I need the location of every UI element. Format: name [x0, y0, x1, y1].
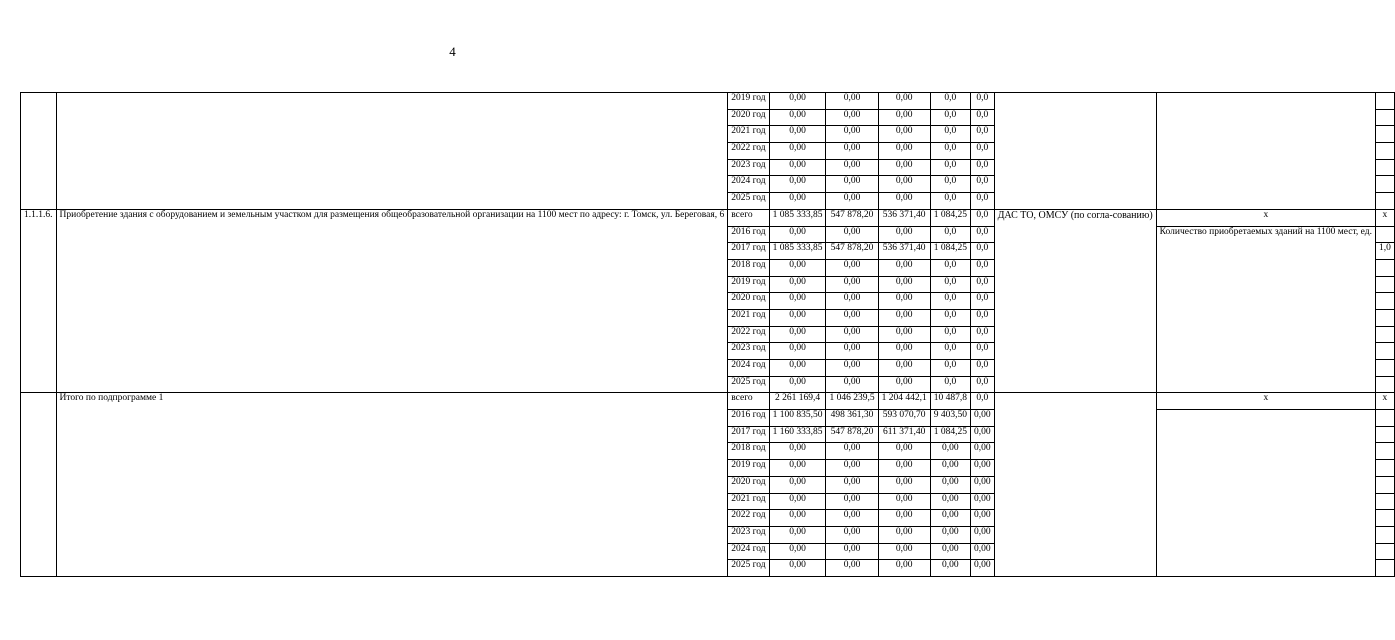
- amount-cell: 0,00: [769, 309, 826, 326]
- amount-cell: 0,0: [930, 226, 970, 243]
- indicator-value-cell: [1375, 326, 1394, 343]
- period-cell: всего: [728, 209, 769, 226]
- period-cell: 2022 год: [728, 143, 769, 160]
- indicator-value-cell: [1375, 309, 1394, 326]
- amount-cell: 0,00: [878, 376, 930, 393]
- executor-cell: [994, 393, 1156, 577]
- period-cell: 2021 год: [728, 126, 769, 143]
- period-cell: 2025 год: [728, 193, 769, 210]
- amount-cell: 0,00: [826, 126, 878, 143]
- period-cell: 2018 год: [728, 443, 769, 460]
- period-cell: 2022 год: [728, 510, 769, 527]
- amount-cell: 0,00: [930, 493, 970, 510]
- amount-cell: 0,00: [769, 543, 826, 560]
- amount-cell: 0,0: [970, 376, 994, 393]
- amount-cell: 611 371,40: [878, 426, 930, 443]
- amount-cell: 0,0: [970, 393, 994, 410]
- amount-cell: 0,00: [878, 259, 930, 276]
- indicator-value-cell: [1375, 276, 1394, 293]
- amount-cell: 547 878,20: [826, 209, 878, 226]
- amount-cell: 0,00: [769, 159, 826, 176]
- period-cell: 2017 год: [728, 243, 769, 260]
- period-cell: 2018 год: [728, 259, 769, 276]
- indicator-value-cell: 1,0: [1375, 243, 1394, 260]
- indicator-value-cell: [1375, 443, 1394, 460]
- table-row: [21, 93, 1395, 110]
- amount-cell: 0,0: [970, 226, 994, 243]
- amount-cell: 0,0: [930, 276, 970, 293]
- amount-cell: 0,0: [970, 193, 994, 210]
- amount-cell: 0,00: [930, 443, 970, 460]
- amount-cell: 0,0: [970, 176, 994, 193]
- amount-cell: 536 371,40: [878, 209, 930, 226]
- amount-cell: 0,00: [769, 493, 826, 510]
- item-code-cell: [21, 93, 57, 210]
- amount-cell: 0,00: [930, 510, 970, 527]
- amount-cell: 0,00: [878, 309, 930, 326]
- amount-cell: 0,00: [826, 259, 878, 276]
- amount-cell: 0,0: [970, 93, 994, 110]
- amount-cell: 0,00: [878, 343, 930, 360]
- amount-cell: 0,00: [878, 193, 930, 210]
- amount-cell: 0,0: [930, 376, 970, 393]
- amount-cell: 0,0: [930, 176, 970, 193]
- amount-cell: 0,0: [930, 143, 970, 160]
- amount-cell: 0,00: [769, 326, 826, 343]
- amount-cell: 0,00: [878, 159, 930, 176]
- amount-cell: 0,00: [878, 326, 930, 343]
- indicator-value-cell: [1375, 109, 1394, 126]
- amount-cell: 0,00: [930, 526, 970, 543]
- amount-cell: 0,0: [970, 243, 994, 260]
- indicator-value-cell: [1375, 159, 1394, 176]
- period-cell: 2022 год: [728, 326, 769, 343]
- period-cell: 2019 год: [728, 276, 769, 293]
- amount-cell: 0,0: [930, 109, 970, 126]
- amount-cell: 0,0: [930, 193, 970, 210]
- amount-cell: 0,00: [878, 93, 930, 110]
- amount-cell: 1 204 442,1: [878, 393, 930, 410]
- amount-cell: 0,00: [878, 526, 930, 543]
- amount-cell: 0,00: [769, 360, 826, 377]
- amount-cell: 0,0: [970, 360, 994, 377]
- amount-cell: 0,00: [826, 159, 878, 176]
- indicator-x-cell: х: [1156, 393, 1375, 410]
- period-cell: 2025 год: [728, 560, 769, 577]
- amount-cell: 498 361,30: [826, 410, 878, 427]
- amount-cell: 0,00: [826, 326, 878, 343]
- amount-cell: 0,00: [769, 93, 826, 110]
- amount-cell: 0,0: [970, 343, 994, 360]
- amount-cell: 1 046 239,5: [826, 393, 878, 410]
- period-cell: 2019 год: [728, 460, 769, 477]
- amount-cell: 0,0: [970, 159, 994, 176]
- indicator-value-cell: [1375, 476, 1394, 493]
- amount-cell: 0,00: [769, 376, 826, 393]
- amount-cell: 0,00: [769, 510, 826, 527]
- amount-cell: 0,00: [826, 526, 878, 543]
- amount-cell: 0,00: [878, 226, 930, 243]
- amount-cell: 0,00: [769, 526, 826, 543]
- amount-cell: 0,00: [970, 476, 994, 493]
- period-cell: 2020 год: [728, 476, 769, 493]
- indicator-value-cell: [1375, 543, 1394, 560]
- amount-cell: 0,00: [826, 493, 878, 510]
- amount-cell: 0,00: [878, 143, 930, 160]
- amount-cell: 1 085 333,85: [769, 243, 826, 260]
- amount-cell: 0,00: [878, 510, 930, 527]
- period-cell: 2016 год: [728, 226, 769, 243]
- item-code-cell: [21, 393, 57, 577]
- amount-cell: 0,00: [769, 560, 826, 577]
- item-name-cell: Приобретение здания с оборудованием и земельным участком для размещения общеобразовательной организации на 1100 мест по адресу: г. Томск, ул. Береговая, 6: [56, 209, 728, 393]
- amount-cell: 0,00: [970, 493, 994, 510]
- amount-cell: 0,00: [826, 226, 878, 243]
- amount-cell: 0,00: [970, 560, 994, 577]
- amount-cell: 0,0: [970, 293, 994, 310]
- amount-cell: 0,00: [930, 476, 970, 493]
- indicator-value-cell: [1375, 493, 1394, 510]
- amount-cell: 9 403,50: [930, 410, 970, 427]
- amount-cell: 547 878,20: [826, 426, 878, 443]
- indicator-value-cell: [1375, 93, 1394, 110]
- table-row: [21, 393, 1395, 410]
- amount-cell: 0,0: [970, 109, 994, 126]
- amount-cell: 0,00: [826, 443, 878, 460]
- amount-cell: 0,00: [769, 126, 826, 143]
- amount-cell: 0,00: [878, 126, 930, 143]
- amount-cell: 0,0: [930, 309, 970, 326]
- period-cell: 2016 год: [728, 410, 769, 427]
- item-name-cell: Итого по подпрограмме 1: [56, 393, 728, 577]
- amount-cell: 0,00: [826, 193, 878, 210]
- amount-cell: 1 085 333,85: [769, 209, 826, 226]
- indicator-value-x-cell: х: [1375, 209, 1394, 226]
- amount-cell: 0,00: [769, 460, 826, 477]
- amount-cell: 0,00: [826, 176, 878, 193]
- period-cell: 2019 год: [728, 93, 769, 110]
- amount-cell: 547 878,20: [826, 243, 878, 260]
- table-row: [21, 209, 1395, 226]
- indicator-value-cell: [1375, 410, 1394, 427]
- amount-cell: 0,0: [930, 93, 970, 110]
- amount-cell: 0,00: [930, 560, 970, 577]
- indicator-value-cell: [1375, 376, 1394, 393]
- amount-cell: 0,00: [878, 176, 930, 193]
- indicator-name-cell: [1156, 93, 1375, 210]
- indicator-value-cell: [1375, 460, 1394, 477]
- amount-cell: 0,00: [769, 193, 826, 210]
- amount-cell: 0,00: [826, 309, 878, 326]
- period-cell: 2020 год: [728, 293, 769, 310]
- period-cell: 2023 год: [728, 159, 769, 176]
- amount-cell: 536 371,40: [878, 243, 930, 260]
- indicator-value-cell: [1375, 226, 1394, 243]
- amount-cell: 593 070,70: [878, 410, 930, 427]
- amount-cell: 0,00: [930, 460, 970, 477]
- indicator-value-cell: [1375, 426, 1394, 443]
- amount-cell: 0,00: [970, 460, 994, 477]
- amount-cell: 0,00: [826, 343, 878, 360]
- amount-cell: 0,0: [930, 126, 970, 143]
- amount-cell: 0,00: [970, 543, 994, 560]
- amount-cell: 0,00: [769, 143, 826, 160]
- amount-cell: 0,0: [970, 276, 994, 293]
- amount-cell: 0,00: [878, 476, 930, 493]
- amount-cell: 1 084,25: [930, 426, 970, 443]
- amount-cell: 0,00: [878, 543, 930, 560]
- executor-cell: ДАС ТО, ОМСУ (по согла-сованию): [994, 209, 1156, 393]
- amount-cell: 0,00: [970, 443, 994, 460]
- amount-cell: 0,00: [878, 443, 930, 460]
- amount-cell: 0,00: [878, 460, 930, 477]
- amount-cell: 0,00: [826, 93, 878, 110]
- amount-cell: 1 084,25: [930, 209, 970, 226]
- amount-cell: 0,00: [826, 543, 878, 560]
- item-code-cell: 1.1.1.6.: [21, 209, 57, 393]
- amount-cell: 0,00: [878, 493, 930, 510]
- period-cell: 2025 год: [728, 376, 769, 393]
- amount-cell: 0,00: [769, 293, 826, 310]
- period-cell: 2023 год: [728, 343, 769, 360]
- amount-cell: 10 487,8: [930, 393, 970, 410]
- amount-cell: 0,0: [930, 159, 970, 176]
- indicator-value-x-cell: х: [1375, 393, 1394, 410]
- period-cell: 2024 год: [728, 543, 769, 560]
- amount-cell: 0,0: [970, 326, 994, 343]
- amount-cell: 0,00: [826, 293, 878, 310]
- period-cell: 2020 год: [728, 109, 769, 126]
- amount-cell: 0,00: [826, 560, 878, 577]
- amount-cell: 1 084,25: [930, 243, 970, 260]
- indicator-value-cell: [1375, 293, 1394, 310]
- amount-cell: 0,00: [878, 360, 930, 377]
- amount-cell: 0,00: [769, 276, 826, 293]
- page-number: 4: [449, 44, 456, 59]
- amount-cell: 0,00: [826, 476, 878, 493]
- indicator-value-cell: [1375, 193, 1394, 210]
- amount-cell: 0,00: [769, 109, 826, 126]
- indicator-value-cell: [1375, 126, 1394, 143]
- amount-cell: 0,0: [930, 343, 970, 360]
- executor-cell: [994, 93, 1156, 210]
- period-cell: 2021 год: [728, 493, 769, 510]
- period-cell: 2024 год: [728, 176, 769, 193]
- indicator-value-cell: [1375, 343, 1394, 360]
- amount-cell: 0,00: [826, 510, 878, 527]
- amount-cell: 0,00: [826, 460, 878, 477]
- indicator-name-cell: Количество приобретаемых зданий на 1100 мест, ед.: [1156, 226, 1375, 393]
- period-cell: 2023 год: [728, 526, 769, 543]
- amount-cell: 0,0: [970, 143, 994, 160]
- amount-cell: 0,00: [930, 543, 970, 560]
- indicator-name-cell: [1156, 410, 1375, 577]
- amount-cell: 0,00: [769, 476, 826, 493]
- amount-cell: 0,00: [970, 410, 994, 427]
- amount-cell: 0,0: [970, 209, 994, 226]
- indicator-value-cell: [1375, 176, 1394, 193]
- indicator-value-cell: [1375, 560, 1394, 577]
- amount-cell: 0,00: [878, 293, 930, 310]
- amount-cell: 0,00: [769, 259, 826, 276]
- indicator-value-cell: [1375, 510, 1394, 527]
- amount-cell: 0,00: [878, 560, 930, 577]
- amount-cell: 0,00: [769, 443, 826, 460]
- item-name-cell: [56, 93, 728, 210]
- indicator-x-cell: х: [1156, 209, 1375, 226]
- period-cell: всего: [728, 393, 769, 410]
- period-cell: 2024 год: [728, 360, 769, 377]
- amount-cell: 0,00: [826, 360, 878, 377]
- indicator-value-cell: [1375, 360, 1394, 377]
- indicator-value-cell: [1375, 259, 1394, 276]
- amount-cell: 0,00: [769, 176, 826, 193]
- budget-table: [20, 92, 1395, 577]
- amount-cell: 0,0: [930, 259, 970, 276]
- amount-cell: 0,00: [826, 143, 878, 160]
- amount-cell: 1 160 333,85: [769, 426, 826, 443]
- amount-cell: 0,0: [970, 259, 994, 276]
- amount-cell: 0,00: [878, 276, 930, 293]
- amount-cell: 0,0: [930, 293, 970, 310]
- indicator-value-cell: [1375, 526, 1394, 543]
- amount-cell: 0,00: [769, 226, 826, 243]
- amount-cell: 0,0: [930, 360, 970, 377]
- table-body: [21, 93, 1395, 577]
- amount-cell: 0,00: [826, 109, 878, 126]
- amount-cell: 0,00: [826, 376, 878, 393]
- amount-cell: 2 261 169,4: [769, 393, 826, 410]
- amount-cell: 0,0: [970, 126, 994, 143]
- period-cell: 2021 год: [728, 309, 769, 326]
- period-cell: 2017 год: [728, 426, 769, 443]
- amount-cell: 1 100 835,50: [769, 410, 826, 427]
- amount-cell: 0,00: [970, 426, 994, 443]
- amount-cell: 0,00: [878, 109, 930, 126]
- amount-cell: 0,00: [970, 510, 994, 527]
- amount-cell: 0,00: [826, 276, 878, 293]
- amount-cell: 0,0: [930, 326, 970, 343]
- amount-cell: 0,0: [970, 309, 994, 326]
- indicator-value-cell: [1375, 143, 1394, 160]
- amount-cell: 0,00: [970, 526, 994, 543]
- amount-cell: 0,00: [769, 343, 826, 360]
